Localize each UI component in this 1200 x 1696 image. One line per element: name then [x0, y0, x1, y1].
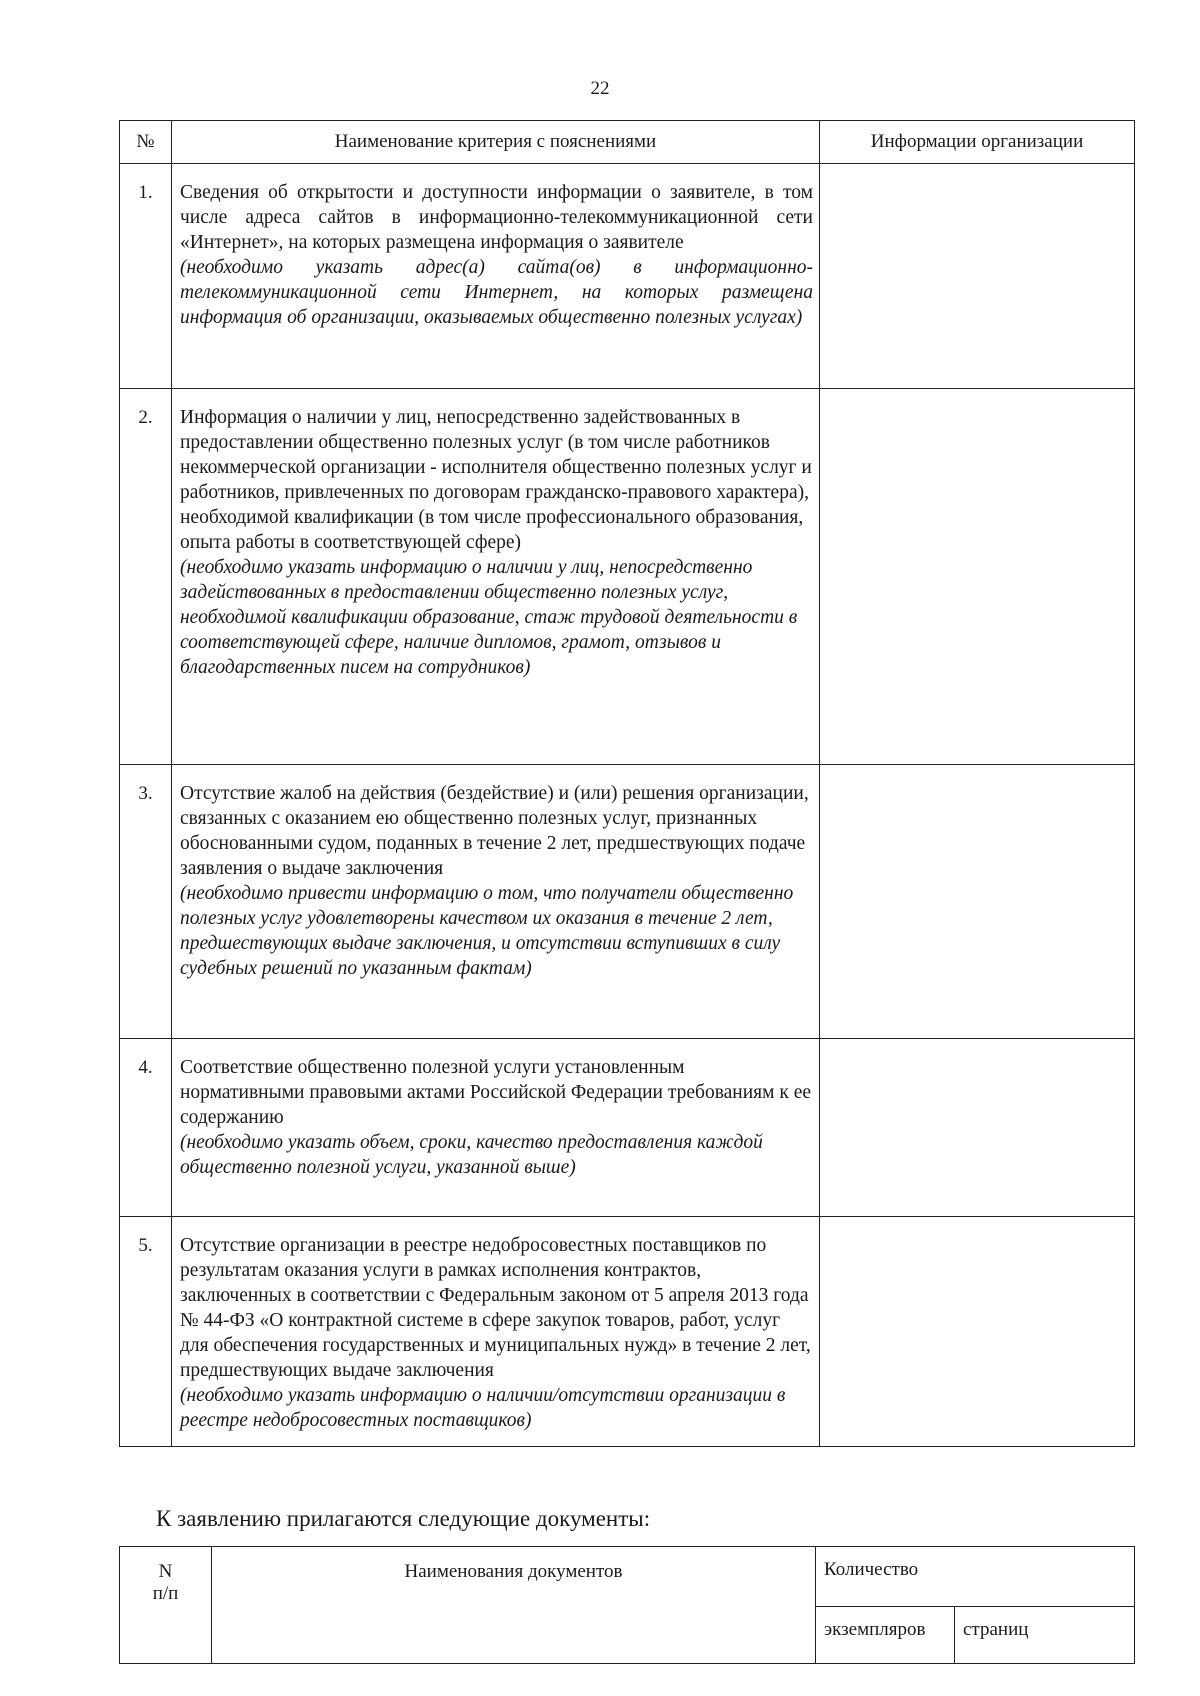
row-number: 1. — [120, 164, 172, 389]
table-row — [120, 765, 1135, 1039]
criterion-cell — [172, 164, 820, 389]
quantity-header: Количество — [816, 1547, 1135, 1607]
info-cell[interactable] — [820, 1039, 1135, 1217]
criterion-text: Отсутствие организации в реестре недобросовестных поставщиков по результатам оказания услуги в рамках исполнения контрактов, заключенных в соответствии с Федеральным законом от 5 апреля 2013 года № 44-ФЗ «О контрактной системе в сфере закупок товаров, работ, услуг для обеспечения государственных и муниципальных нужд» в течение 2 лет, предшествующих выдаче заключения — [180, 1235, 811, 1381]
criterion-text: Информация о наличии у лиц, непосредственно задействованных в предоставлении общественно полезных услуг (в том числе работников некоммерческой организации - исполнителя общественно полезных услуг и работников, привлеченных по договорам гражданско-правового характера), необходимой квалификации (в том числе профессионального образования, опыта работы в соответствующей сфере) — [180, 407, 812, 553]
n-column-header — [120, 1547, 212, 1664]
documents-header-row — [120, 1547, 1135, 1607]
info-cell[interactable] — [820, 164, 1135, 389]
row-number: 5. — [120, 1217, 172, 1447]
np-label: п/п — [152, 1583, 179, 1604]
row-number: 2. — [120, 389, 172, 765]
row-number: 4. — [120, 1039, 172, 1217]
document-name-header: Наименования документов — [212, 1547, 816, 1664]
criterion-text: Соответствие общественно полезной услуги установленным нормативными правовыми актами Российской Федерации требованиям к ее содержанию — [180, 1057, 812, 1128]
table-row — [120, 1217, 1135, 1447]
criterion-cell — [172, 1217, 820, 1447]
pages-header: страниц — [955, 1606, 1135, 1663]
copies-header: экземпляров — [816, 1606, 955, 1663]
header-number: № — [120, 121, 172, 164]
criterion-text: Сведения об открытости и доступности информации о заявителе, в том числе адреса сайтов в информационно-телекоммуникационной сети «Интернет», на которых размещена информация о заявителе — [180, 182, 813, 253]
documents-table — [119, 1546, 1135, 1664]
header-info: Информации организации — [820, 121, 1135, 164]
criterion-note: (необходимо привести информацию о том, что получатели общественно полезных услуг удовлетворены качеством их оказания в течение 2 лет, предшествующих выдаче заключения, и отсутствии вступивших в силу судебных решений по указанным фактам) — [180, 883, 794, 979]
info-cell[interactable] — [820, 1217, 1135, 1447]
info-cell[interactable] — [820, 765, 1135, 1039]
criterion-note: (необходимо указать информацию о наличии/отсутствии организации в реестре недобросовестных поставщиков) — [180, 1385, 786, 1431]
criterion-note: (необходимо указать объем, сроки, качество предоставления каждой общественно полезной услуги, указанной выше) — [180, 1132, 763, 1178]
header-criterion: Наименование критерия с пояснениями — [172, 121, 820, 164]
criteria-table — [119, 120, 1135, 1447]
documents-intro: К заявлению прилагаются следующие документы: — [156, 1506, 651, 1531]
criterion-cell — [172, 389, 820, 765]
info-cell[interactable] — [820, 389, 1135, 765]
n-label: N — [158, 1561, 173, 1582]
criterion-text: Отсутствие жалоб на действия (бездействие) и (или) решения организации, связанных с оказанием ею общественно полезных услуг, признанных обоснованными судом, поданных в течение 2 лет, предшествующих подаче заявления о выдаче заключения — [180, 783, 809, 879]
criterion-cell — [172, 1039, 820, 1217]
criterion-note: (необходимо указать информацию о наличии у лиц, непосредственно задействованных в предоставлении общественно полезных услуг, необходимой квалификации образование, стаж трудовой деятельности в соответствующей сфере, наличие дипломов, грамот, отзывов и благодарственных писем на сотрудников) — [180, 557, 798, 678]
criterion-cell — [172, 765, 820, 1039]
criteria-header-row — [120, 121, 1135, 164]
table-row — [120, 164, 1135, 389]
row-number: 3. — [120, 765, 172, 1039]
table-row — [120, 1039, 1135, 1217]
criterion-note: (необходимо указать адрес(а) сайта(ов) в информационно-телекоммуникационной сети Интернет, на которых размещена информация об организации, оказываемых общественно полезных услугах) — [180, 257, 813, 328]
table-row — [120, 389, 1135, 765]
page-number: 22 — [590, 78, 610, 99]
